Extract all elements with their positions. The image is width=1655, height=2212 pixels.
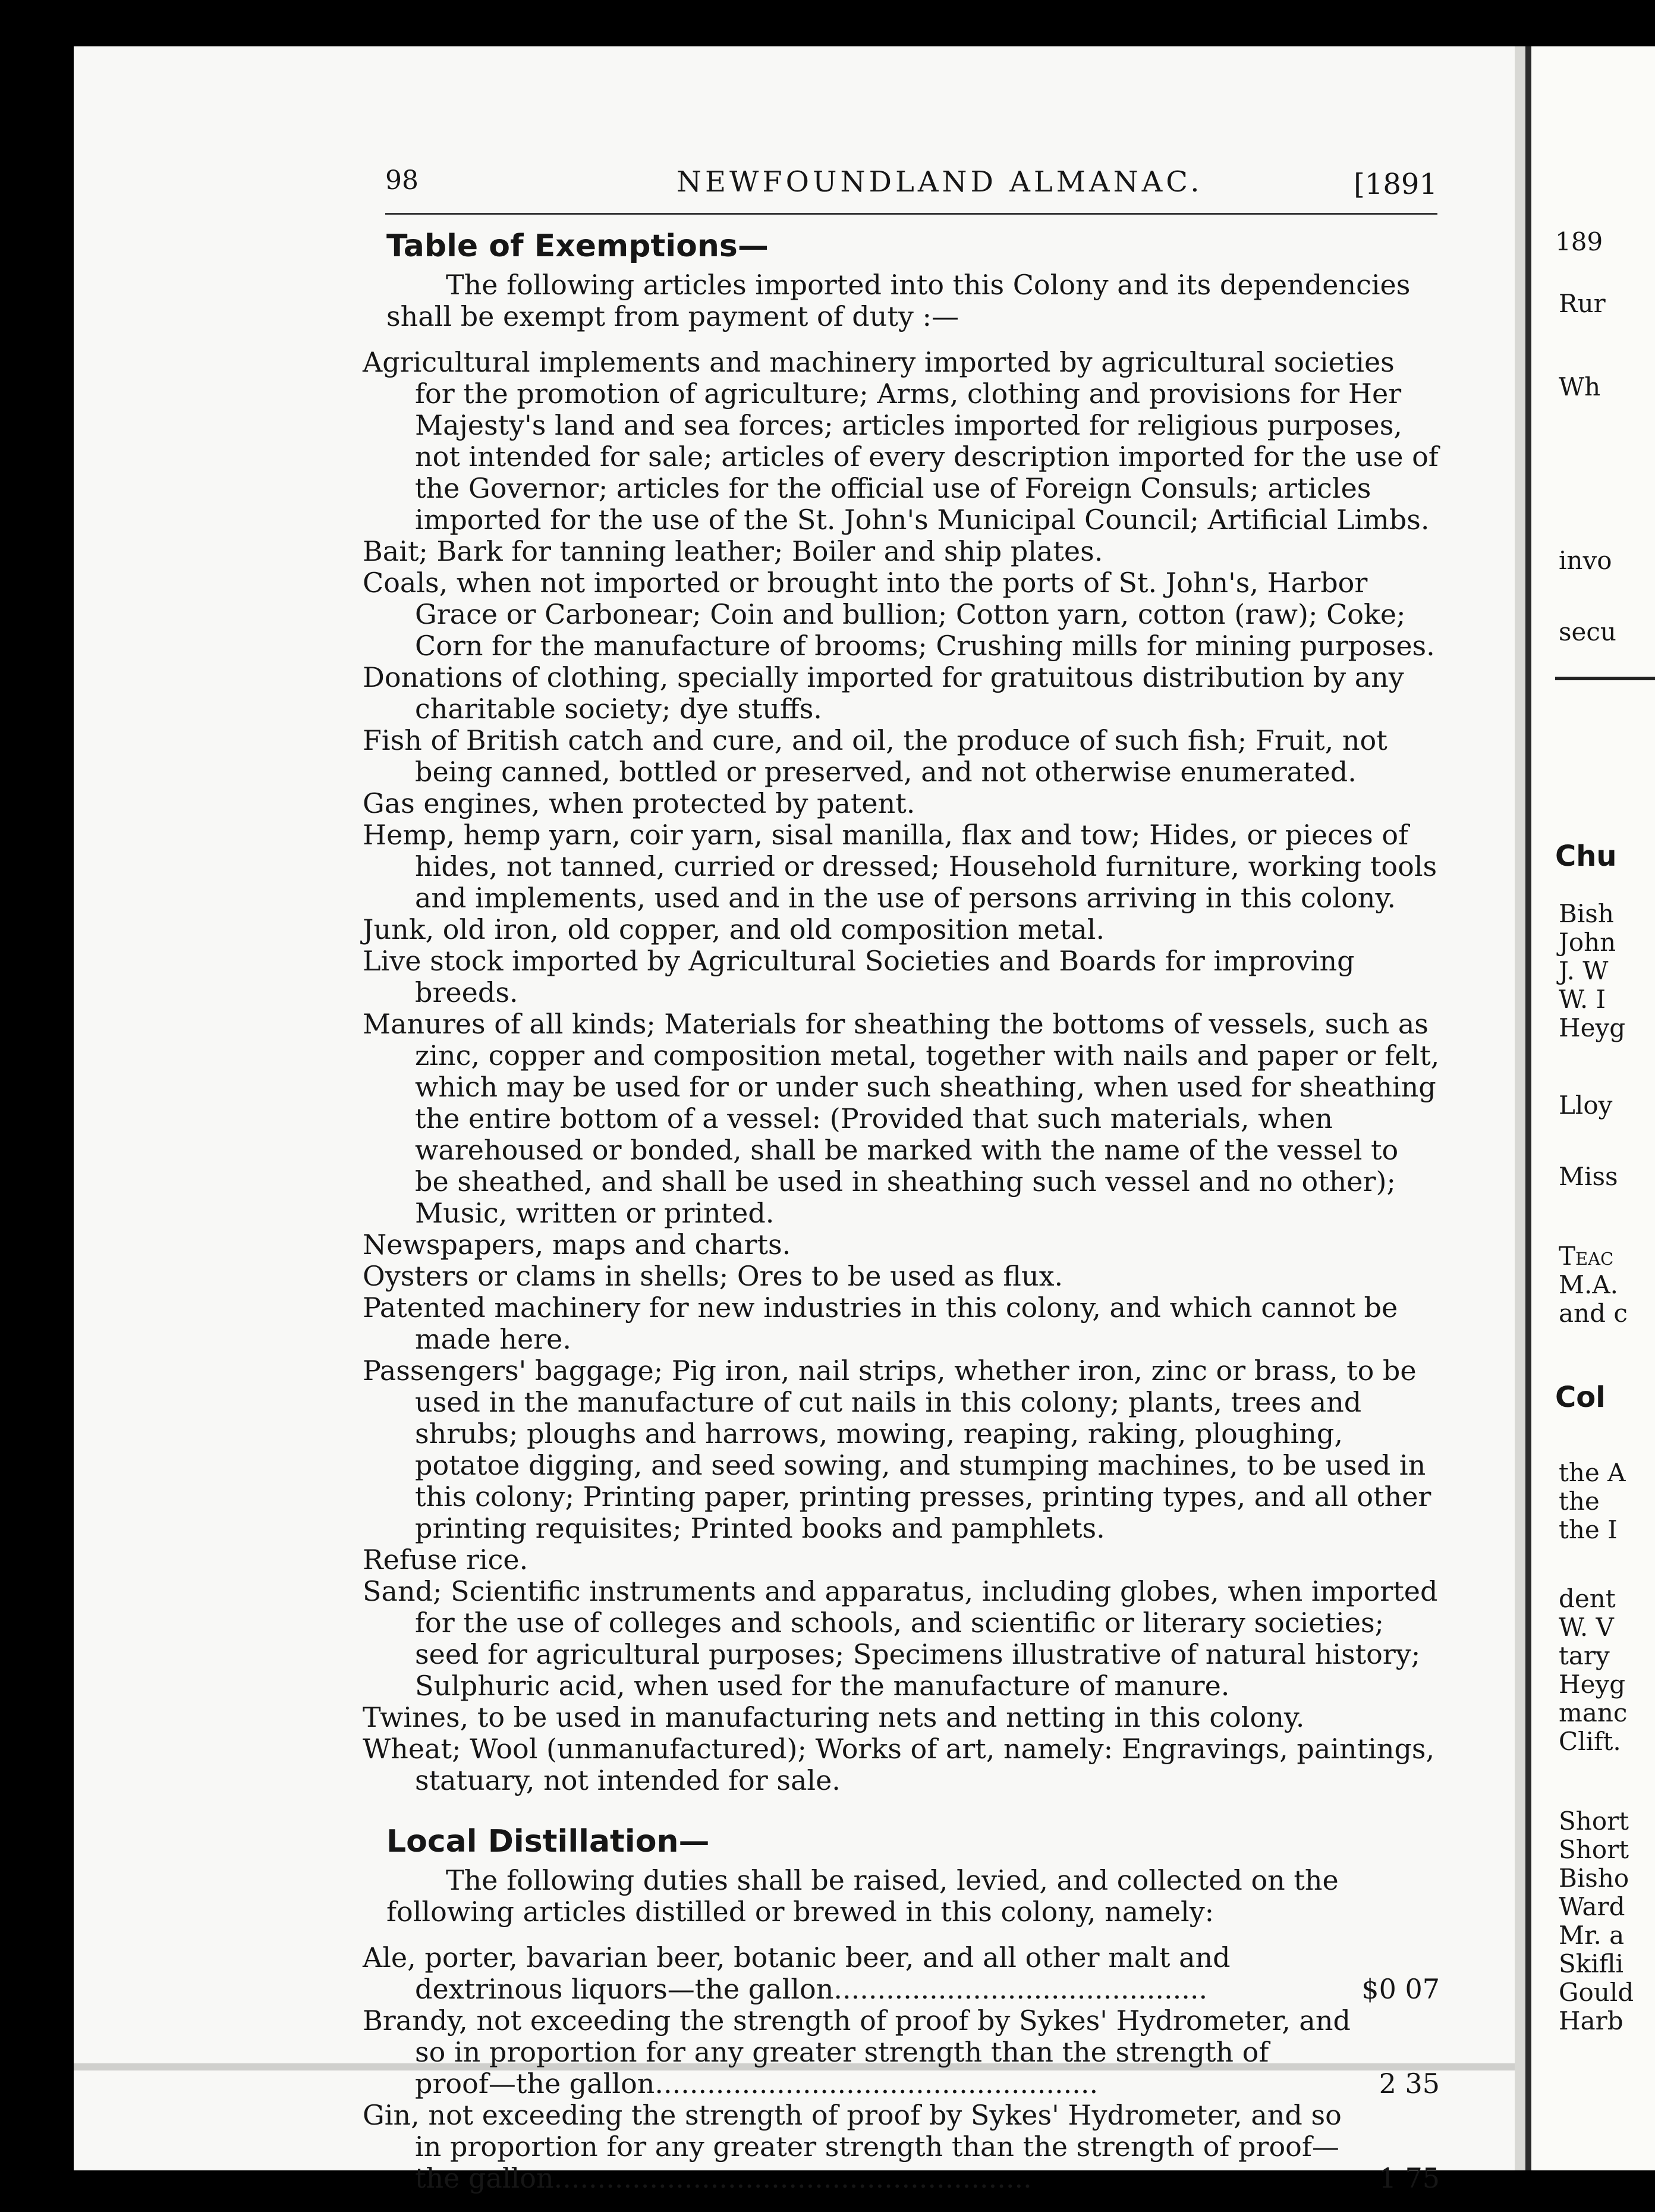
exemption-entry: Fish of British catch and cure, and oil, the produce of such fish; Fruit, not being canned, bottled or preserved, and not otherwise enumerated. bbox=[363, 724, 1387, 788]
right-page-number: 189 bbox=[1555, 227, 1603, 256]
exemption-entry: Sand; Scientific instruments and apparatus, including globes, when imported for the use of colleges and schools, and scientific or literary societies; seed for agricultural purposes; Specimens illustrative of natural history; Sulphuric acid, when used for the manufacture of manure. bbox=[363, 1575, 1438, 1702]
running-year: [1891 bbox=[1354, 168, 1437, 201]
right-fragment: W. I bbox=[1559, 985, 1606, 1014]
right-fragment: Clift. bbox=[1559, 1727, 1621, 1756]
exemption-entry: Patented machinery for new industries in this colony, and which cannot be made here. bbox=[363, 1292, 1398, 1355]
exemption-entry: Agricultural implements and machinery imported by agricultural societies for the promotion of agriculture; Arms, clothing and provisions for Her Majesty's land and sea forces; articles imported for religious purposes, not intended for sale; articles of every description imported for the use of the Governor; articles for the official use of Foreign Consuls; articles imported for the use of the St. John's Municipal Council; Artificial Limbs. bbox=[363, 346, 1439, 536]
right-fragment: the I bbox=[1559, 1515, 1618, 1544]
right-fragment: Ward bbox=[1559, 1892, 1625, 1921]
right-fragment: Gould bbox=[1559, 1978, 1634, 2007]
right-fragment: Short bbox=[1559, 1835, 1629, 1864]
exemptions-list bbox=[363, 347, 1440, 1796]
duty-amount: 1 75 bbox=[1379, 2162, 1440, 2194]
exemption-entry: Junk, old iron, old copper, and old composition metal. bbox=[363, 913, 1105, 945]
duty-article: Brandy, not exceeding the strength of proof by Sykes' Hydrometer, and so in proportion for any greater strength than the strength of proof—the gallon................................................... bbox=[363, 2004, 1351, 2100]
exemption-entry: Manures of all kinds; Materials for sheathing the bottoms of vessels, such as zinc, copper and composition metal, together with nails and paper or felt, which may be used for or under such sheathing, when used for sheathing the entire bottom of a vessel: (Provided that such materials, when warehoused or bonded, shall be marked with the name of the vessel to be sheathed, and shall be used in sheathing such vessel and no other); Music, written or printed. bbox=[363, 1008, 1440, 1229]
right-fragment: Bish bbox=[1559, 899, 1614, 928]
duty-list bbox=[363, 1942, 1440, 2194]
right-fragment: Bisho bbox=[1559, 1864, 1629, 1893]
right-fragment: Mr. a bbox=[1559, 1921, 1625, 1950]
right-page-fragment bbox=[1531, 46, 1655, 2170]
exemption-entry: Refuse rice. bbox=[363, 1544, 528, 1576]
right-fragment: Heyg bbox=[1559, 1013, 1626, 1042]
right-fragment: Short bbox=[1559, 1806, 1629, 1836]
duty-amount: $0 07 bbox=[1361, 1973, 1440, 2005]
right-fragment: the A bbox=[1559, 1458, 1626, 1487]
exemption-entry: Live stock imported by Agricultural Societies and Boards for improving breeds. bbox=[363, 945, 1355, 1008]
duty-row bbox=[363, 2100, 1440, 2194]
right-fragment: and c bbox=[1559, 1299, 1628, 1328]
section-gap bbox=[363, 1796, 1440, 1821]
right-fragment: manc bbox=[1559, 1698, 1628, 1727]
right-fragment: tary bbox=[1559, 1641, 1610, 1670]
page-gutter bbox=[1515, 46, 1525, 2170]
exemption-entry: Bait; Bark for tanning leather; Boiler and ship plates. bbox=[363, 535, 1103, 567]
exemption-entry: Gas engines, when protected by patent. bbox=[363, 787, 915, 819]
right-fragment: Lloy bbox=[1559, 1091, 1613, 1120]
duty-article: Ale, porter, bavarian beer, botanic beer, and all other malt and dextrinous liquors—the gallon........................................... bbox=[363, 1941, 1231, 2005]
exemptions-title: Table of Exemptions— bbox=[386, 228, 769, 264]
right-fragment: Col bbox=[1555, 1381, 1606, 1414]
page-number: 98 bbox=[385, 165, 419, 196]
right-rule bbox=[1555, 677, 1655, 680]
running-title: NEWFOUNDLAND ALMANAC. bbox=[677, 165, 1203, 199]
right-fragment: Miss bbox=[1559, 1162, 1618, 1191]
exemption-entry: Twines, to be used in manufacturing nets and netting in this colony. bbox=[363, 1701, 1305, 1733]
exemption-entry: Newspapers, maps and charts. bbox=[363, 1228, 791, 1261]
right-fragment: Chu bbox=[1555, 840, 1617, 873]
duty-row bbox=[363, 2005, 1440, 2100]
right-fragment: Skifli bbox=[1559, 1949, 1624, 1978]
right-fragment: Teac bbox=[1559, 1242, 1614, 1271]
page-gutter-shadow bbox=[1525, 46, 1531, 2170]
right-fragment: Heyg bbox=[1559, 1670, 1626, 1699]
right-fragment: Wh bbox=[1559, 372, 1601, 401]
right-fragment: M.A. bbox=[1559, 1270, 1619, 1299]
exemption-entry: Wheat; Wool (unmanufactured); Works of art, namely: Engravings, paintings, statuary, not intended for sale. bbox=[363, 1733, 1435, 1796]
header-rule bbox=[385, 213, 1437, 215]
distillation-title: Local Distillation— bbox=[386, 1824, 710, 1859]
right-fragment: John bbox=[1559, 928, 1616, 957]
exemption-entry: Passengers' baggage; Pig iron, nail strips, whether iron, zinc or brass, to be used in the manufacture of cut nails in this colony; plants, trees and shrubs; ploughs and harrows, mowing, reaping, raking, ploughing, potatoe digging, and seed sowing, and stumping machines, to be used in this colony; Printing paper, printing presses, printing types, and all other printing requisites; Printed books and pamphlets. bbox=[363, 1355, 1431, 1544]
right-fragment: Rur bbox=[1559, 289, 1606, 318]
duty-row bbox=[363, 1942, 1440, 2005]
right-fragment: Harb bbox=[1559, 2006, 1623, 2035]
exemption-entry: Donations of clothing, specially imported for gratuitous distribution by any charitable society; dye stuffs. bbox=[363, 661, 1404, 725]
duty-amount: 2 35 bbox=[1379, 2068, 1440, 2100]
exemption-entry: Hemp, hemp yarn, coir yarn, sisal manilla, flax and tow; Hides, or pieces of hides, not tanned, curried or dressed; Household furniture, working tools and implements, used and in the use of persons arriving in this colony. bbox=[363, 819, 1437, 914]
right-fragment: secu bbox=[1559, 617, 1616, 646]
page-body bbox=[363, 226, 1440, 2194]
right-fragment: the bbox=[1559, 1487, 1600, 1516]
running-head bbox=[385, 159, 1437, 207]
right-fragment: W. V bbox=[1559, 1613, 1614, 1642]
exemption-entry: Coals, when not imported or brought into the ports of St. John's, Harbor Grace or Carbonear; Coin and bullion; Cotton yarn, cotton (raw); Coke; Corn for the manufacture of brooms; Crushing mills for mining purposes. bbox=[363, 567, 1435, 662]
right-fragment: invo bbox=[1559, 546, 1612, 575]
duty-article: Gin, not exceeding the strength of proof by Sykes' Hydrometer, and so in proportion for any greater strength than the strength of proof—the gallon....................................................... bbox=[363, 2099, 1342, 2194]
right-fragment: dent bbox=[1559, 1584, 1616, 1613]
exemptions-intro: The following articles imported into this Colony and its dependencies shall be exempt from payment of duty :— bbox=[386, 269, 1411, 332]
right-fragment: J. W bbox=[1559, 956, 1609, 985]
distillation-intro: The following duties shall be raised, levied, and collected on the following articles distilled or brewed in this colony, namely: bbox=[386, 1864, 1339, 1928]
exemption-entry: Oysters or clams in shells; Ores to be used as flux. bbox=[363, 1260, 1064, 1292]
